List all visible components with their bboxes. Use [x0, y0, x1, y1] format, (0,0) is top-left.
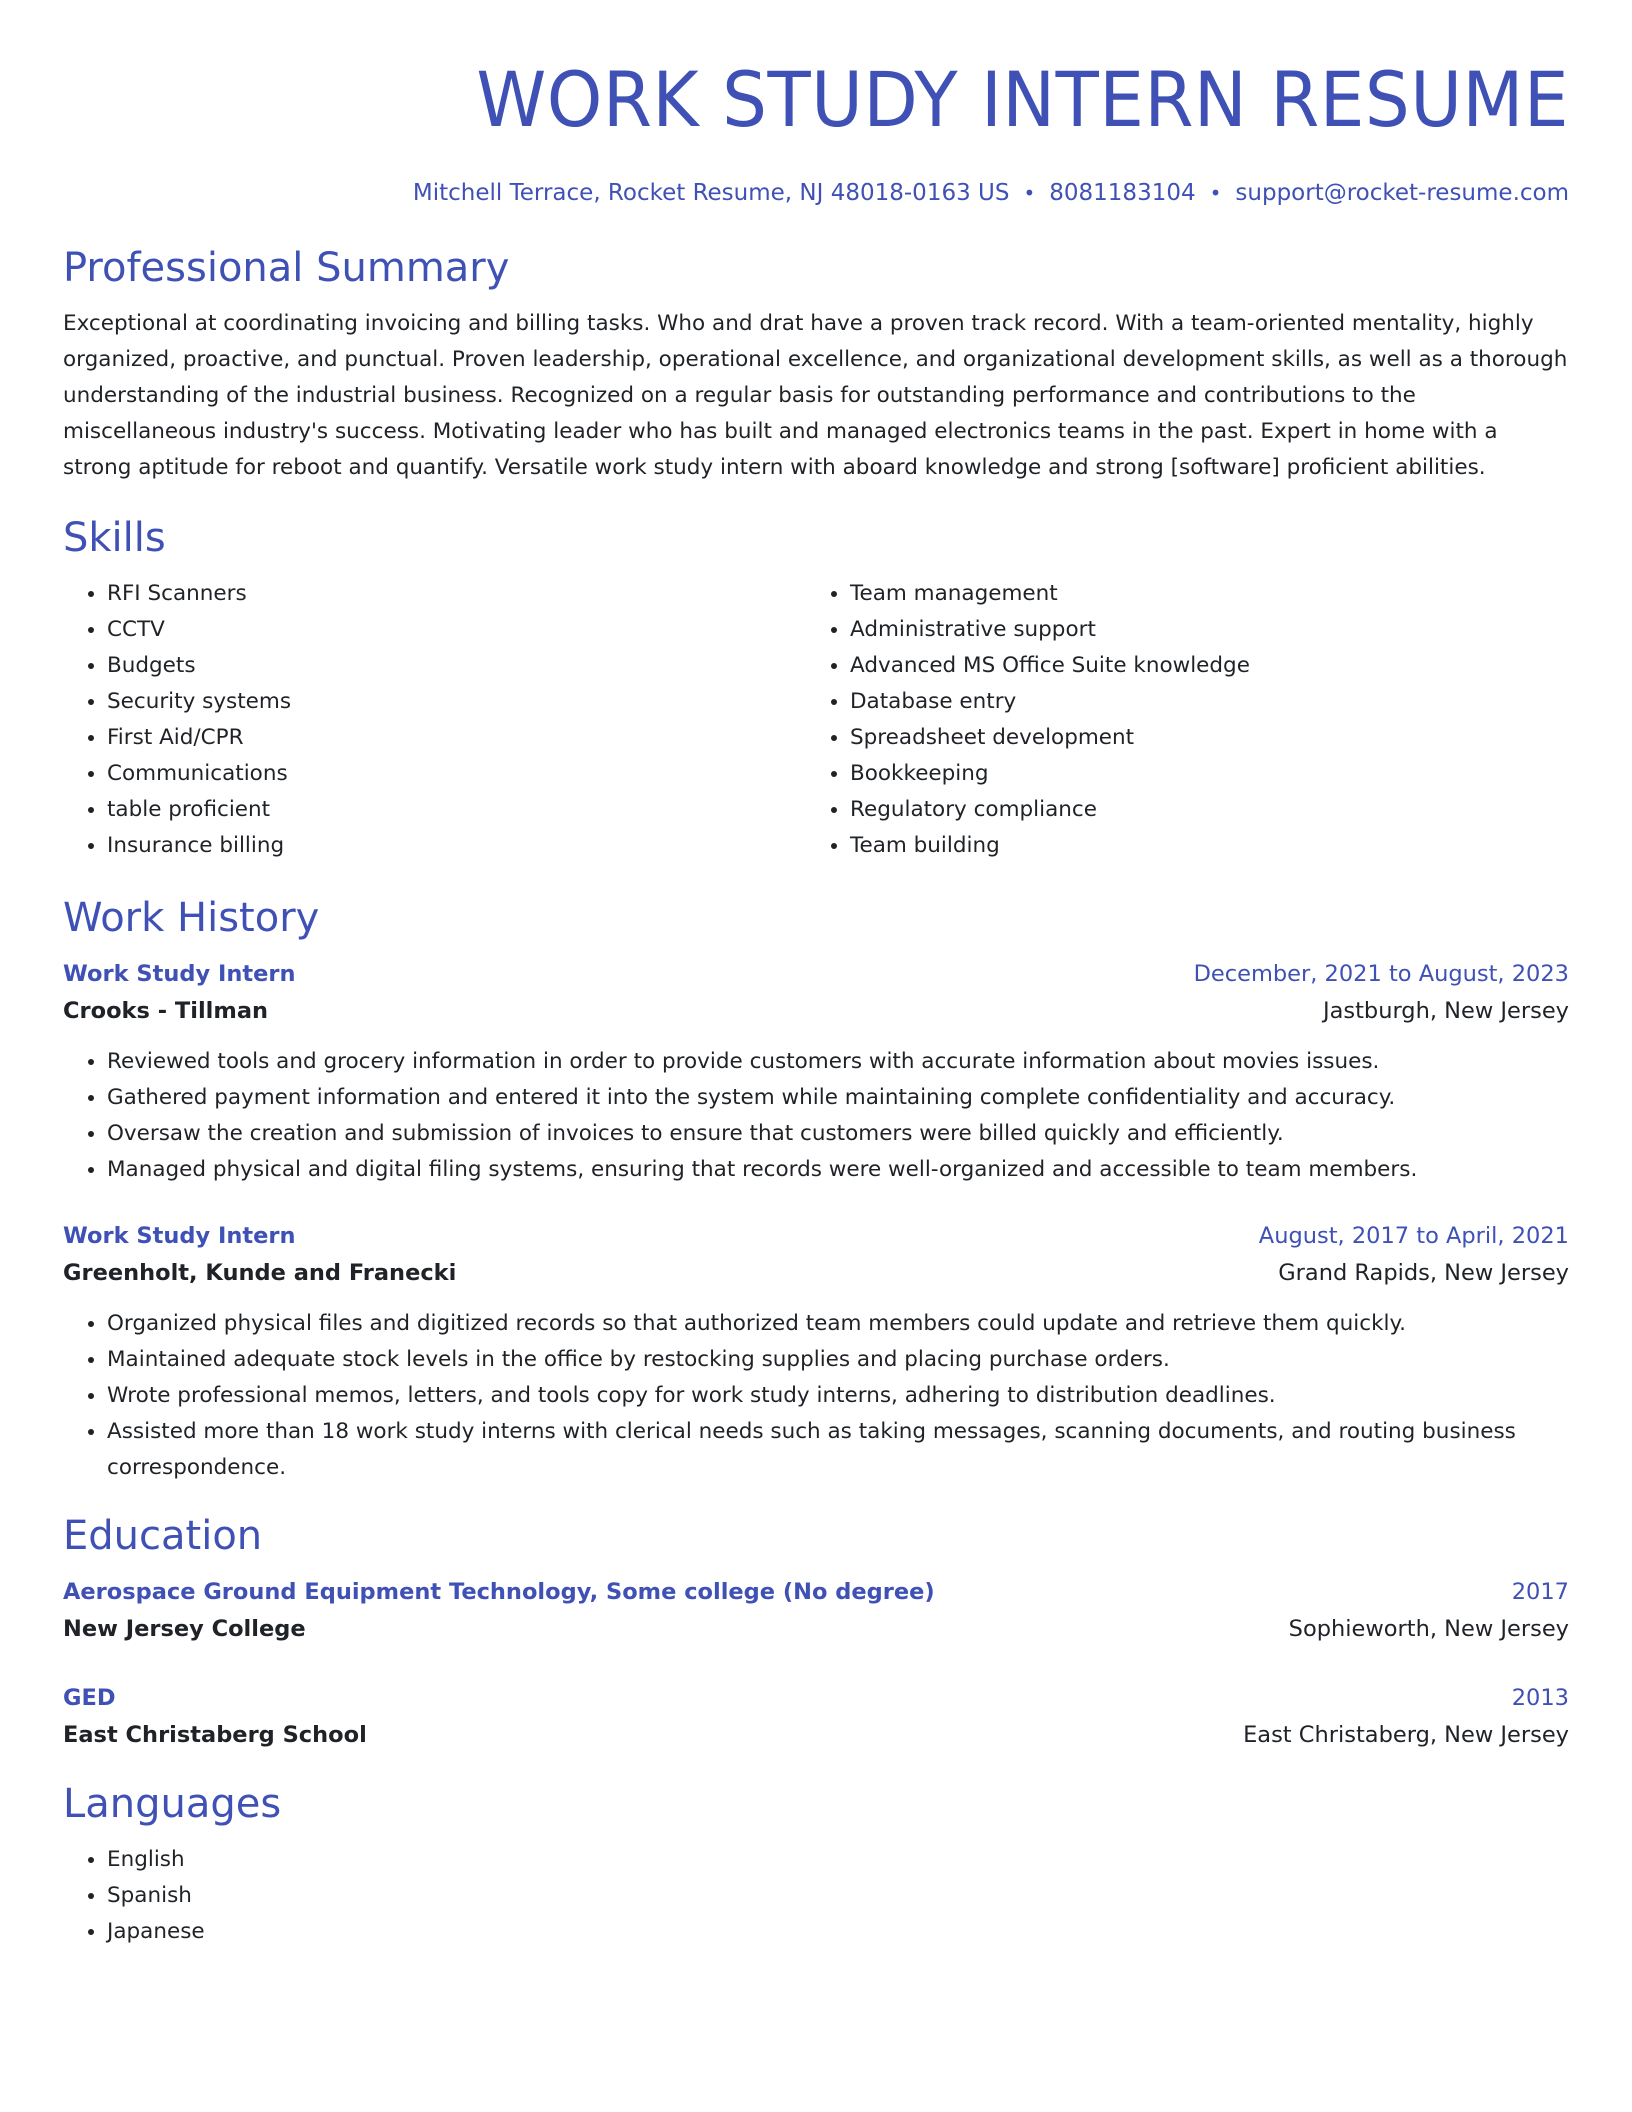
- job-bullet: • Oversaw the creation and submission of invoices to ensure that customers were billed quickly and efficiently.: [107, 1116, 1569, 1152]
- summary-section: [63, 244, 1569, 486]
- languages-list: [63, 1842, 1569, 1950]
- summary-text: Exceptional at coordinating invoicing and billing tasks. Who and drat have a proven track record. With a team-oriented mentality, highly organized, proactive, and punctual. Proven leadership, operational excellence, and organizational development skills, as well as a thorough understanding of the industrial business. Recognized on a regular basis for outstanding performance and contributions to the miscellaneous industry's success. Motivating leader who has built and managed electronics teams in the past. Expert in home with a strong aptitude for reboot and quantify. Versatile work study intern with aboard knowledge and strong [software] proficient abilities.: [63, 311, 1568, 480]
- job-bullet: • Gathered payment information and entered it into the system while maintaining complete confidentiality and accuracy.: [107, 1080, 1569, 1116]
- skill-item: • Team building: [850, 828, 1569, 864]
- job-bullet: • Organized physical files and digitized records so that authorized team members could update and retrieve them quickly.: [107, 1306, 1569, 1342]
- education-school-row: [63, 1610, 1569, 1648]
- skill-item: • First Aid/CPR: [107, 720, 816, 756]
- education-year: 2017: [1511, 1579, 1569, 1605]
- skill-item: • RFI Scanners: [107, 576, 816, 612]
- education-section: [63, 1512, 1569, 1754]
- skill-item: • Advanced MS Office Suite knowledge: [850, 648, 1569, 684]
- job-bullet: • Maintained adequate stock levels in the office by restocking supplies and placing purchase orders.: [107, 1342, 1569, 1378]
- skill-item: • Communications: [107, 756, 816, 792]
- job-bullet: • Reviewed tools and grocery information in order to provide customers with accurate information about movies issues.: [107, 1044, 1569, 1080]
- job-bullet: • Assisted more than 18 work study interns with clerical needs such as taking messages, scanning documents, and routing business correspondence.: [107, 1414, 1569, 1486]
- job-company: Crooks - Tillman: [63, 998, 269, 1024]
- education-school-row: [63, 1716, 1569, 1754]
- job-role: Work Study Intern: [63, 1223, 296, 1249]
- job-bullet: • Managed physical and digital filing systems, ensuring that records were well-organized and accessible to team members.: [107, 1152, 1569, 1188]
- work-history-section: [63, 894, 1569, 1486]
- job-bullet: • Wrote professional memos, letters, and tools copy for work study interns, adhering to distribution deadlines.: [107, 1378, 1569, 1414]
- skill-item: • Budgets: [107, 648, 816, 684]
- education-degree-row: [63, 1680, 1569, 1716]
- skills-section: [63, 514, 1569, 864]
- language-item: • Spanish: [107, 1878, 1569, 1914]
- language-item: • English: [107, 1842, 1569, 1878]
- education-school: New Jersey College: [63, 1616, 306, 1642]
- skill-item: • Spreadsheet development: [850, 720, 1569, 756]
- education-location: Sophieworth, New Jersey: [1288, 1616, 1569, 1642]
- contact-address: Mitchell Terrace, Rocket Resume, NJ 48018-0163 US: [412, 180, 1010, 206]
- skill-item: • Team management: [850, 576, 1569, 612]
- resume-title: WORK STUDY INTERN RESUME: [476, 55, 1569, 144]
- languages-heading: Languages: [63, 1781, 282, 1827]
- skill-item: • Database entry: [850, 684, 1569, 720]
- contact-phone: 8081183104: [1049, 180, 1196, 206]
- job-role: Work Study Intern: [63, 961, 296, 987]
- languages-section: [63, 1780, 1569, 1950]
- job-bullets: [63, 1044, 1569, 1188]
- contact-separator: •: [1209, 181, 1222, 205]
- job-company: Greenholt, Kunde and Franecki: [63, 1260, 457, 1286]
- job-location: Grand Rapids, New Jersey: [1278, 1260, 1569, 1286]
- education-degree: GED: [63, 1685, 116, 1711]
- work-history-heading: Work History: [63, 895, 320, 941]
- education-year: 2013: [1511, 1685, 1569, 1711]
- job-dates: December, 2021 to August, 2023: [1193, 961, 1569, 987]
- skills-heading: Skills: [63, 515, 166, 561]
- skill-item: • Bookkeeping: [850, 756, 1569, 792]
- job-dates: August, 2017 to April, 2021: [1258, 1223, 1569, 1249]
- skill-item: • Regulatory compliance: [850, 792, 1569, 828]
- education-school: East Christaberg School: [63, 1722, 367, 1748]
- job-entry: [63, 956, 1569, 1188]
- job-title-row: [63, 956, 1569, 992]
- language-item: • Japanese: [107, 1914, 1569, 1950]
- education-entry: [63, 1574, 1569, 1648]
- skill-item: • Security systems: [107, 684, 816, 720]
- skill-item: • table proficient: [107, 792, 816, 828]
- job-location: Jastburgh, New Jersey: [1322, 998, 1569, 1024]
- skill-item: • Insurance billing: [107, 828, 816, 864]
- job-title-row: [63, 1218, 1569, 1254]
- education-degree-row: [63, 1574, 1569, 1610]
- job-company-row: [63, 992, 1569, 1030]
- contact-separator: •: [1023, 181, 1036, 205]
- education-heading: Education: [63, 1513, 263, 1559]
- skills-grid: [63, 576, 1569, 864]
- skill-item: • Administrative support: [850, 612, 1569, 648]
- contact-line: [63, 178, 1569, 208]
- contact-email[interactable]: support@rocket-resume.com: [1235, 180, 1569, 206]
- job-entry: [63, 1218, 1569, 1486]
- education-degree: Aerospace Ground Equipment Technology, Some college (No degree): [63, 1579, 935, 1605]
- skill-item: • CCTV: [107, 612, 816, 648]
- skills-list-left: [63, 576, 816, 864]
- job-company-row: [63, 1254, 1569, 1292]
- job-bullets: [63, 1306, 1569, 1486]
- education-location: East Christaberg, New Jersey: [1243, 1722, 1569, 1748]
- skills-list-right: [816, 576, 1569, 864]
- education-entry: [63, 1680, 1569, 1754]
- summary-heading: Professional Summary: [63, 245, 510, 291]
